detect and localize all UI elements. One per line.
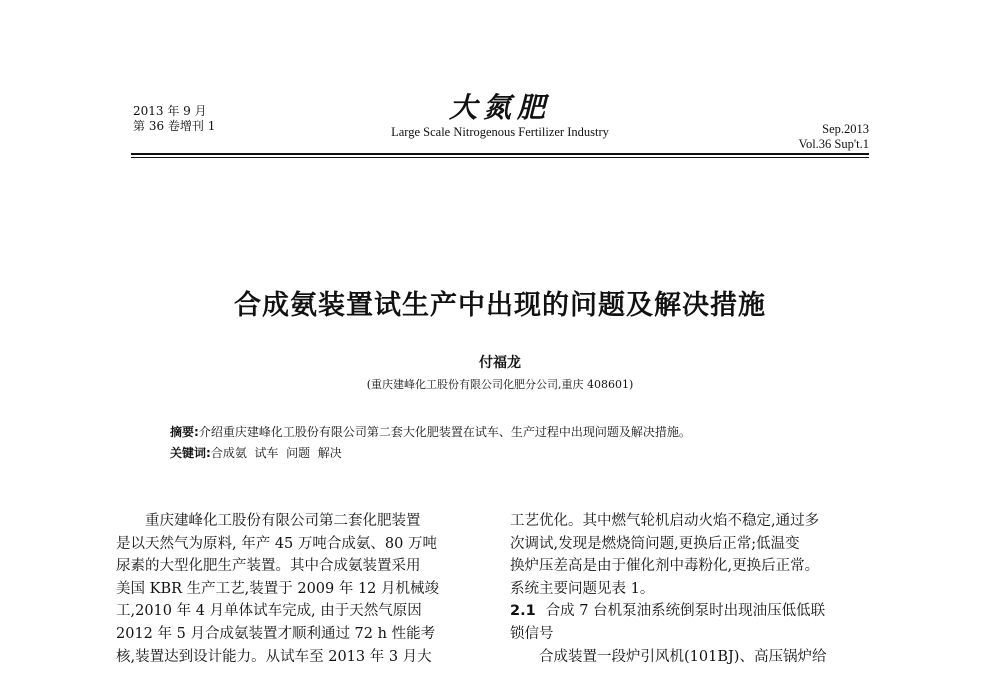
paper-author: 付福龙 [479,355,521,371]
header-issue-right [799,122,869,152]
body-line: 核,装置达到设计能力。从试车至 2013 年 3 月大 [116,648,432,665]
header-date-cn: 2013 年 9 月 [133,104,207,118]
body-line: 换炉压差高是由于催化剂中毒粉化,更换后正常。 [510,558,820,575]
journal-logo-cn: 大氮肥 [448,91,551,124]
author-affiliation: (重庆建峰化工股份有限公司化肥分公司,重庆 408601) [366,378,634,391]
body-line: 系统主要问题见表 1。 [510,580,655,597]
body-line: 合成装置一段炉引风机(101BJ)、高压锅炉给 [539,648,827,665]
keywords-label: 关键词: [170,446,211,460]
section-title-line2: 锁信号 [510,625,554,642]
header-volume-cn: 第 36 卷增刊 1 [133,119,216,133]
header-rule-thick [131,153,869,155]
body-line: 尿素的大型化肥生产装置。其中合成氨装置采用 [116,558,421,575]
body-line: 工艺优化。其中燃气轮机启动火焰不稳定,通过多 [510,513,820,529]
body-line: 是以天然气为原料, 年产 45 万吨合成氨、80 万吨 [116,535,437,552]
body-line: 美国 KBR 生产工艺,装置于 2009 年 12 月机械竣 [116,580,440,597]
body-column-right [510,510,882,668]
body-line: 次调试,发现是燃烧筒问题,更换后正常;低温变 [510,535,800,552]
body-line: 工,2010 年 4 月单体试车完成, 由于天然气原因 [116,603,422,620]
section-title-line1: 合成 7 台机泵油系统倒泵时出现油压低低联 [545,603,826,620]
body-column-left [116,510,488,668]
body-line: 重庆建峰化工股份有限公司第二套化肥装置 [145,513,421,529]
abstract-text: 介绍重庆建峰化工股份有限公司第二套大化肥装置在试车、生产过程中出现问题及解决措施。 [198,425,691,439]
section-heading [510,600,882,623]
paper-title: 合成氨装置试生产中出现的问题及解决措施 [234,290,766,321]
header-rule-thin [131,157,869,158]
section-number: 2.1 [510,603,536,620]
abstract-label: 摘要: [170,425,199,439]
header-volume-en: Vol.36 Sup't.1 [798,137,869,151]
abstract [170,423,691,440]
keywords [170,444,342,461]
journal-name-en: Large Scale Nitrogenous Fertilizer Industry [391,125,609,139]
header-date-en: Sep.2013 [822,122,869,136]
body-line: 2012 年 5 月合成氨装置才顺利通过 72 h 性能考 [116,625,436,642]
keywords-text: 合成氨 试车 问题 解决 [210,446,342,460]
